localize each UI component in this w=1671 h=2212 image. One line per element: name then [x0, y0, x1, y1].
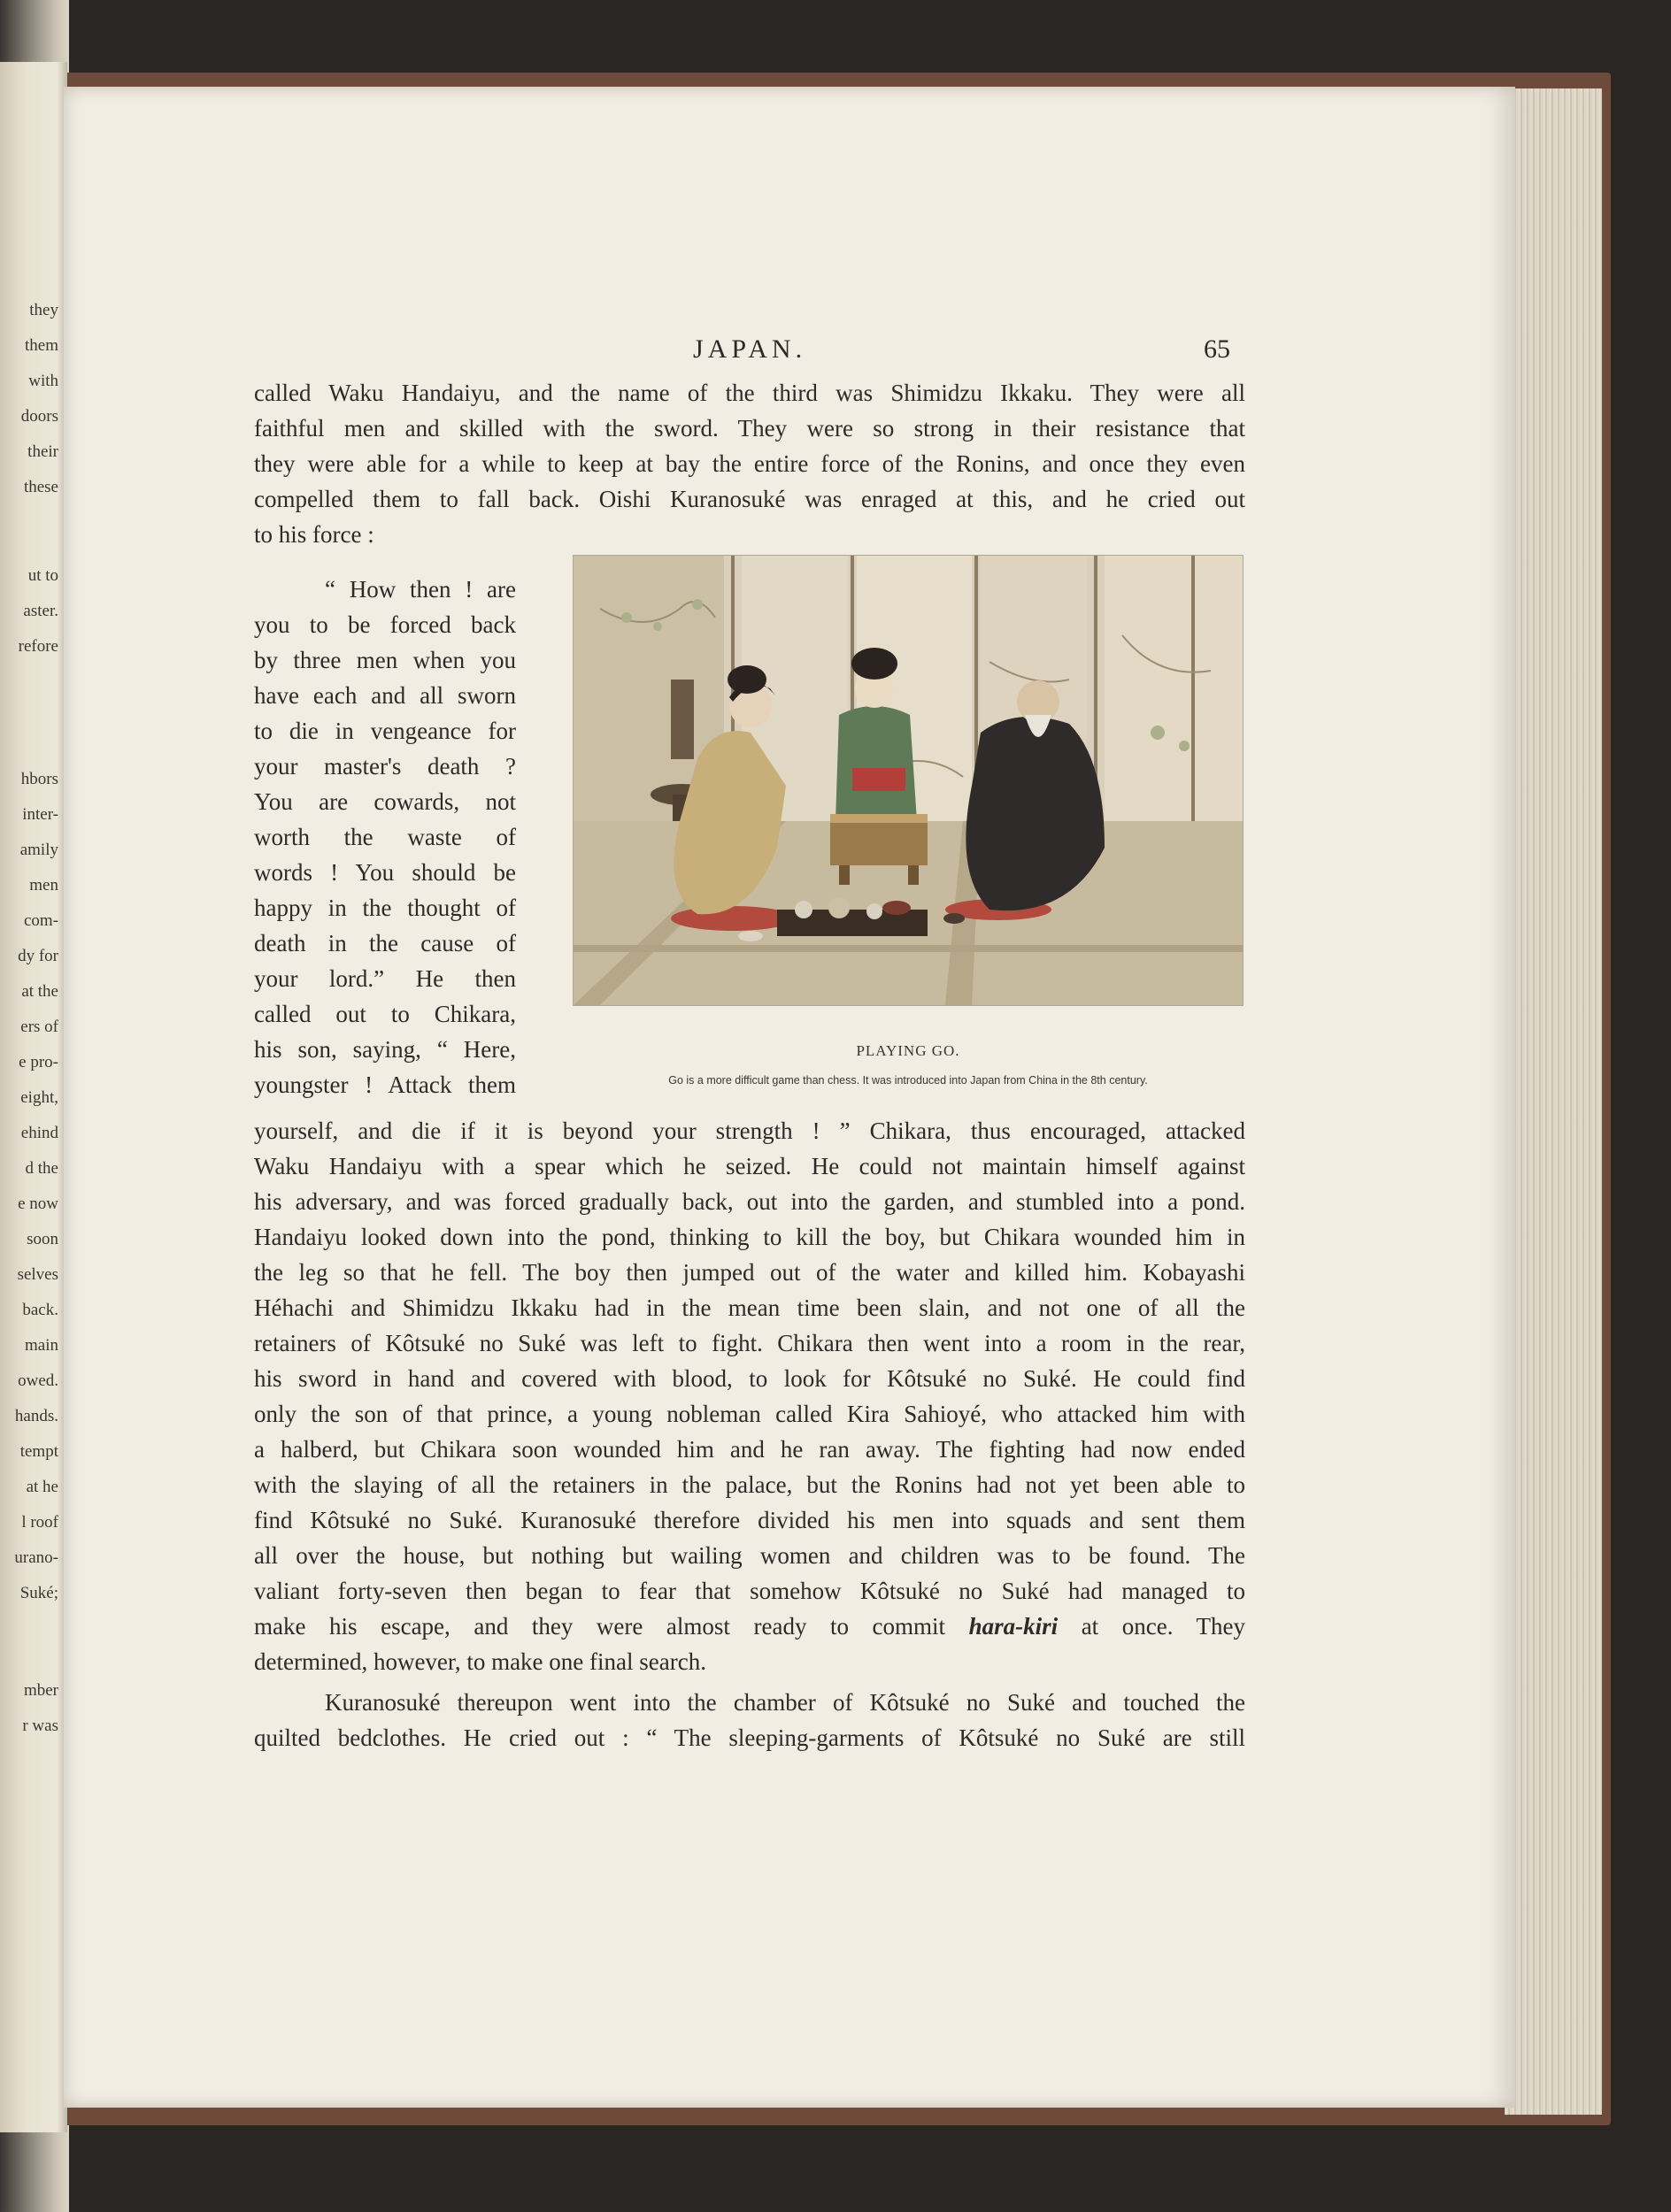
figure-caption: Go is a more difficult game than chess. It was introduced into Japan from China in the 8th century. [668, 1074, 1148, 1087]
text-line: called out to Chikara, [254, 1001, 516, 1027]
facing-page-text: d the [25, 1159, 58, 1178]
text-line: words ! You should be [254, 859, 516, 886]
facing-page-text: dy for [18, 947, 58, 965]
text-line: have each and all sworn [254, 682, 516, 709]
text-line: faithful men and skilled with the sword. They were so strong in their resistance that [254, 415, 1245, 442]
facing-page-text: hbors [20, 770, 58, 788]
text-line: with the slaying of all the retainers in the palace, but the Ronins had not yet been able to [254, 1471, 1245, 1498]
text-line: youngster ! Attack them [254, 1071, 516, 1098]
facing-page-text: men [29, 876, 58, 895]
text-line: find Kôtsuké no Suké. Kuranosuké therefore divided his men into squads and sent them [254, 1507, 1245, 1533]
facing-page-text: at the [21, 982, 58, 1001]
facing-page-text: their [27, 442, 58, 461]
text-line: Waku Handaiyu with a spear which he seized. He could not maintain himself against [254, 1153, 1245, 1179]
text-span: make his escape, and they were almost ready to commit [254, 1613, 969, 1640]
text-line: determined, however, to make one final search. [254, 1648, 706, 1675]
text-line: Handaiyu looked down into the pond, thinking to kill the boy, but Chikara wounded him in [254, 1224, 1245, 1250]
facing-page-text: aster. [23, 602, 58, 620]
photograph-playing-go [574, 556, 1243, 1005]
facing-page-text: soon [27, 1230, 58, 1248]
facing-page-fragment [0, 62, 67, 2132]
text-line: death in the cause of [254, 930, 516, 956]
facing-page-text: at he [26, 1478, 58, 1496]
facing-page-text: r was [22, 1717, 58, 1735]
text-line: compelled them to fall back. Oishi Kuranosuké was enraged at this, and he cried out [254, 486, 1245, 512]
facing-page-text: l roof [21, 1513, 58, 1532]
text-line: you to be forced back [254, 611, 516, 638]
text-line: You are cowards, not [254, 788, 516, 815]
text-line: they were able for a while to keep at bay the entire force of the Ronins, and once they even [254, 450, 1245, 477]
text-line: valiant forty-seven then began to fear that somehow Kôtsuké no Suké had managed to [254, 1578, 1245, 1604]
text-line: his adversary, and was forced gradually back, out into the garden, and stumbled into a pond. [254, 1188, 1245, 1215]
facing-page-text: ers of [20, 1018, 58, 1036]
facing-page-text: Suké; [19, 1584, 58, 1602]
facing-page-text: selves [17, 1265, 58, 1284]
facing-page-text: mber [23, 1681, 58, 1700]
text-line: worth the waste of [254, 824, 516, 850]
facing-page-text: owed. [18, 1371, 58, 1390]
facing-page-text: e pro- [19, 1053, 58, 1071]
text-line: the leg so that he fell. The boy then jumped out of the water and killed him. Kobayashi [254, 1259, 1245, 1286]
text-line: only the son of that prince, a young nobleman called Kira Sahioyé, who attacked him with [254, 1401, 1245, 1427]
text-line: happy in the thought of [254, 895, 516, 921]
text-line: your lord.” He then [254, 965, 516, 992]
page-number: 65 [1204, 334, 1230, 364]
facing-page-text: tempt [19, 1442, 58, 1461]
facing-page-text: eight, [20, 1088, 58, 1107]
text-line: by three men when you [254, 647, 516, 673]
text-line: yourself, and die if it is beyond your strength ! ” Chikara, thus encouraged, attacked [254, 1118, 1245, 1144]
facing-page-text: refore [18, 637, 58, 656]
facing-page-text: they [29, 301, 58, 319]
text-line: called Waku Handaiyu, and the name of the third was Shimidzu Ikkaku. They were all [254, 380, 1245, 406]
facing-page-text: them [25, 336, 58, 355]
text-span: at once. They [1058, 1613, 1245, 1640]
facing-page-text: ut to [27, 566, 58, 585]
facing-page-text: inter- [22, 805, 58, 824]
text-line: to his force : [254, 521, 374, 548]
facing-page-text: main [25, 1336, 58, 1355]
facing-page-text: amily [19, 841, 58, 859]
italic-term: hara-kiri [968, 1613, 1059, 1640]
text-line: retainers of Kôtsuké no Suké was left to fight. Chikara then went into a room in the rear, [254, 1330, 1245, 1356]
facing-page-text: hands. [14, 1407, 58, 1425]
text-line: your master's death ? [254, 753, 516, 780]
text-line: quilted bedclothes. He cried out : “ The sleeping-garments of Kôtsuké no Suké are still [254, 1724, 1245, 1751]
text-line: a halberd, but Chikara soon wounded him and he ran away. The fighting had now ended [254, 1436, 1245, 1463]
facing-page-text: these [23, 478, 58, 496]
text-line: Héhachi and Shimidzu Ikkaku had in the mean time been slain, and not one of all the [254, 1294, 1245, 1321]
text-line-hara-kiri [254, 1609, 1245, 1644]
facing-page-text: urano- [14, 1548, 58, 1567]
text-line: Kuranosuké thereupon went into the chamber of Kôtsuké no Suké and touched the [325, 1689, 1245, 1716]
facing-page-text: com- [23, 911, 58, 930]
facing-page-text: with [28, 372, 58, 390]
text-line: his son, saying, “ Here, [254, 1036, 516, 1063]
facing-page-text: back. [22, 1301, 58, 1319]
text-line: his sword in hand and covered with blood, to look for Kôtsuké no Suké. He could find [254, 1365, 1245, 1392]
facing-page-text: ehind [20, 1124, 58, 1142]
figure-caption-title: PLAYING GO. [856, 1042, 960, 1059]
page-edges [1505, 88, 1602, 2115]
text-line: to die in vengeance for [254, 718, 516, 744]
facing-page-text: doors [20, 407, 58, 426]
text-line: all over the house, but nothing but wailing women and children was to be found. The [254, 1542, 1245, 1569]
text-line: “ How then ! are [325, 576, 516, 603]
running-head: JAPAN. [693, 334, 807, 364]
facing-page-text: e now [18, 1194, 58, 1213]
